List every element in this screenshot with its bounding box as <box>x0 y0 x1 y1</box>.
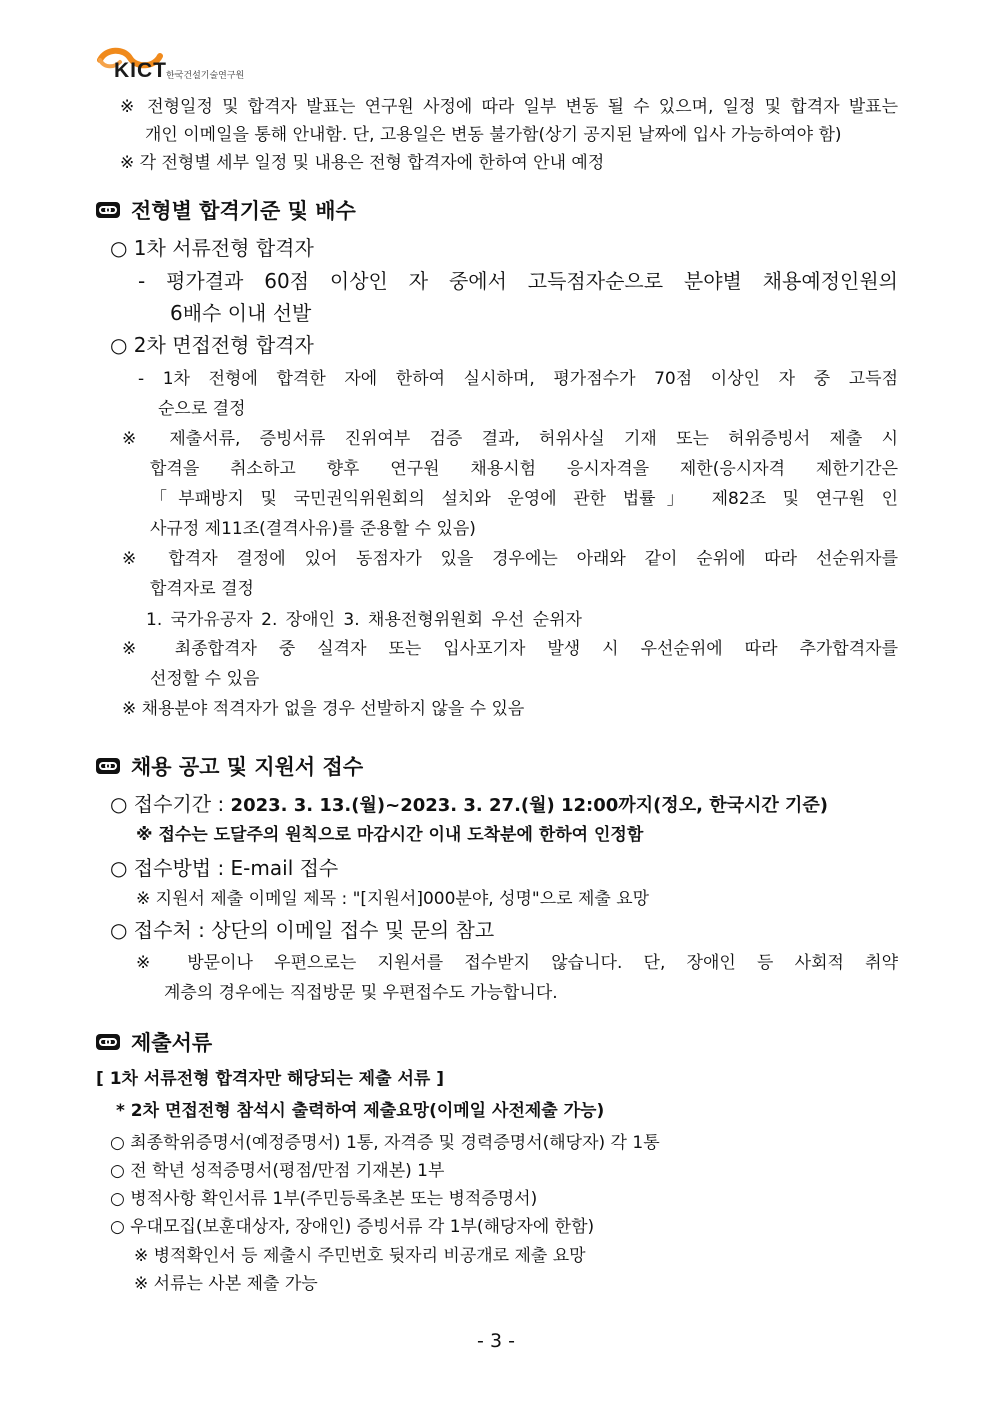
section-heading-criteria <box>95 195 356 225</box>
dash-doc-criteria-cont: 6배수 이내 선발 <box>170 301 312 325</box>
intro-note-1: ※ 전형일정 및 합격자 발표는 연구원 사정에 따라 일부 변동 될 수 있으며, 일정 및 합격자 발표는 <box>120 97 898 117</box>
note-false-docs-4: 사규정 제11조(결격사유)를 준용할 수 있음) <box>150 519 476 539</box>
note-false-docs-3: 「부패방지 및 국민권익위원회의 설치와 운영에 관한 법률」 제82조 및 연구원 인 <box>150 489 898 509</box>
logo-brand: KICT <box>114 59 167 82</box>
doc-note-resident-number: ※ 병적확인서 등 제출시 주민번호 뒷자리 비공개로 제출 요망 <box>134 1246 586 1266</box>
place-note-2: 계층의 경우에는 직접방문 및 우편접수도 가능합니다. <box>164 983 558 1003</box>
doc-item-transcript: ○ 전 학년 성적증명서(평점/만점 기재본) 1부 <box>110 1161 445 1181</box>
note-tie-2: 합격자로 결정 <box>150 579 254 599</box>
priority-list: 1. 국가유공자 2. 장애인 3. 채용전형위원회 우선 순위자 <box>146 610 582 630</box>
link-chain-icon <box>95 201 121 219</box>
place-note-1: ※ 방문이나 우편으로는 지원서를 접수받지 않습니다. 단, 장애인 등 사회적 취약 <box>136 953 898 973</box>
doc-item-degree: ○ 최종학위증명서(예정증명서) 1통, 자격증 및 경력증명서(해당자) 각 1통 <box>110 1133 660 1153</box>
intro-note-2: 개인 이메일을 통해 안내함. 단, 고용일은 변동 불가함(상기 공지된 날짜에 입사 가능하여야 함) <box>145 125 842 145</box>
period-label: ○ 접수기간 : <box>110 792 225 816</box>
note-no-qualified: ※ 채용분야 적격자가 없을 경우 선발하지 않을 수 있음 <box>122 699 525 719</box>
note-additional-2: 선정할 수 있음 <box>150 669 260 689</box>
period-value: 2023. 3. 13.(월)~2023. 3. 27.(월) 12:00까지(정오, 한국시간 기준) <box>230 795 829 816</box>
method-note: ※ 지원서 제출 이메일 제목 : "[지원서]000분야, 성명"으로 제출 요망 <box>136 889 650 909</box>
section-title: 전형별 합격기준 및 배수 <box>131 199 356 223</box>
bullet-doc-screening: ○ 1차 서류전형 합격자 <box>110 236 314 260</box>
dash-interview-criteria: - 1차 전형에 합격한 자에 한하여 실시하며, 평가점수가 70점 이상인 자 중 고득점 <box>138 369 898 389</box>
note-additional-1: ※ 최종합격자 중 실격자 또는 입사포기자 발생 시 우선순위에 따라 추가합격자를 <box>122 639 898 659</box>
kict-logo <box>96 46 245 82</box>
link-chain-icon <box>95 757 121 775</box>
doc-item-military: ○ 병적사항 확인서류 1부(주민등록초본 또는 병적증명서) <box>110 1189 538 1209</box>
logo-korean: 한국건설기술연구원 <box>166 71 245 81</box>
documents-star-note: * 2차 면접전형 참석시 출력하여 제출요망(이메일 사전제출 가능) <box>116 1101 605 1121</box>
dash-interview-criteria-cont: 순으로 결정 <box>158 399 246 419</box>
section-title: 채용 공고 및 지원서 접수 <box>131 755 364 779</box>
period-note: ※ 접수는 도달주의 원칙으로 마감시간 이내 도착분에 한하여 인정함 <box>136 825 644 845</box>
dash-doc-criteria: - 평가결과 60점 이상인 자 중에서 고득점자순으로 분야별 채용예정인원의 <box>138 269 898 293</box>
section-heading-documents <box>95 1027 212 1057</box>
logo-mark <box>96 46 166 82</box>
application-method: ○ 접수방법 : E-mail 접수 <box>110 856 339 880</box>
application-period <box>110 788 828 817</box>
documents-bracket-note: [ 1차 서류전형 합격자만 해당되는 제출 서류 ] <box>96 1069 444 1089</box>
intro-note-3: ※ 각 전형별 세부 일정 및 내용은 전형 합격자에 한하여 안내 예정 <box>120 153 605 173</box>
bullet-interview: ○ 2차 면접전형 합격자 <box>110 333 314 357</box>
section-title: 제출서류 <box>131 1031 213 1055</box>
link-chain-icon <box>95 1033 121 1051</box>
page-number: - 3 - <box>477 1330 515 1352</box>
application-place: ○ 접수처 : 상단의 이메일 접수 및 문의 참고 <box>110 918 495 942</box>
note-tie-1: ※ 합격자 결정에 있어 동점자가 있을 경우에는 아래와 같이 순위에 따라 선순위자를 <box>122 549 898 569</box>
section-heading-application <box>95 751 363 781</box>
note-false-docs-1: ※ 제출서류, 증빙서류 진위여부 검증 결과, 허위사실 기재 또는 허위증빙서 제출 시 <box>122 429 898 449</box>
note-false-docs-2: 합격을 취소하고 향후 연구원 채용시험 응시자격을 제한(응시자격 제한기간은 <box>150 459 898 479</box>
doc-item-preference: ○ 우대모집(보훈대상자, 장애인) 증빙서류 각 1부(해당자에 한함) <box>110 1217 595 1237</box>
doc-note-copy: ※ 서류는 사본 제출 가능 <box>134 1274 318 1294</box>
